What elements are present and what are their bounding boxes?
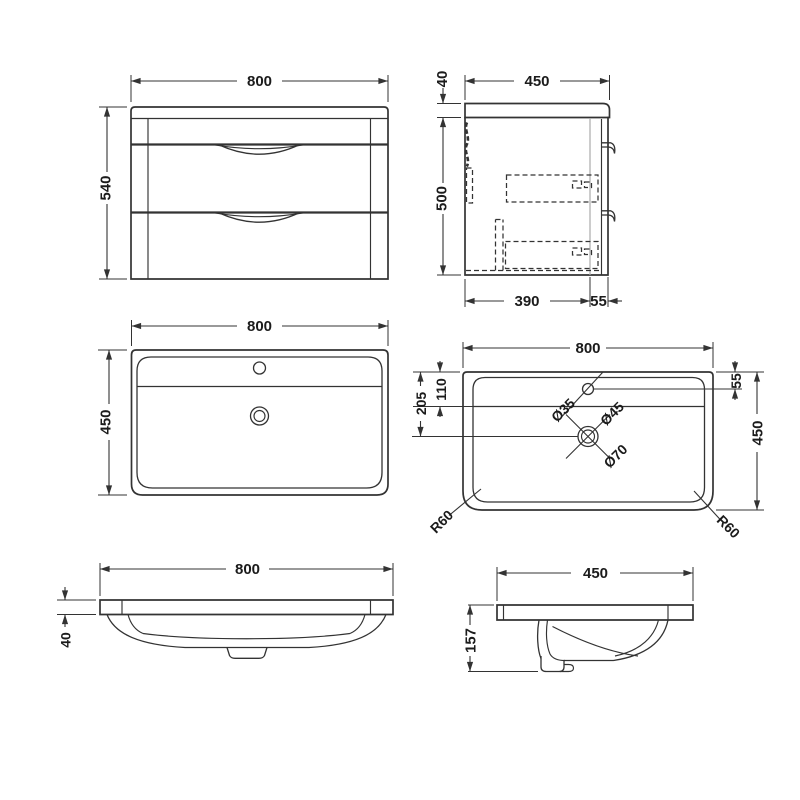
vanity-front-width-label: 800	[246, 73, 273, 90]
basin-plan-width-label: 800	[246, 318, 273, 335]
basin-detail-depth-label: 450	[749, 420, 767, 446]
tap-setback-label: 55	[728, 373, 744, 389]
carcass-depth-label: 390	[514, 293, 540, 310]
vanity-side-height-label: 500	[433, 185, 451, 212]
waste-setback-label: 205	[413, 391, 429, 416]
corner-radius-right-label: R60	[713, 511, 744, 542]
counter-thickness-label: 40	[434, 70, 451, 88]
overflow-diameter-label: Ø70	[600, 440, 631, 472]
vanity-side-depth-label: 450	[524, 73, 550, 90]
waste-diameter-label: Ø45	[596, 398, 628, 429]
rim-height-label: 40	[57, 632, 74, 648]
corner-radius-left-label: R60	[426, 506, 457, 537]
vanity-front-height-label: 540	[97, 175, 115, 201]
front-overhang-label: 55	[590, 293, 607, 310]
basin-side-height-label: 157	[462, 627, 480, 654]
tap-diameter-label: Ø35	[547, 394, 579, 426]
basin-front-width-label: 800	[234, 561, 261, 578]
bowl-setback-label: 110	[433, 378, 449, 401]
basin-detail-width-label: 800	[575, 340, 601, 357]
basin-plan-depth-label: 450	[97, 409, 115, 435]
basin-side-depth-label: 450	[582, 565, 609, 582]
